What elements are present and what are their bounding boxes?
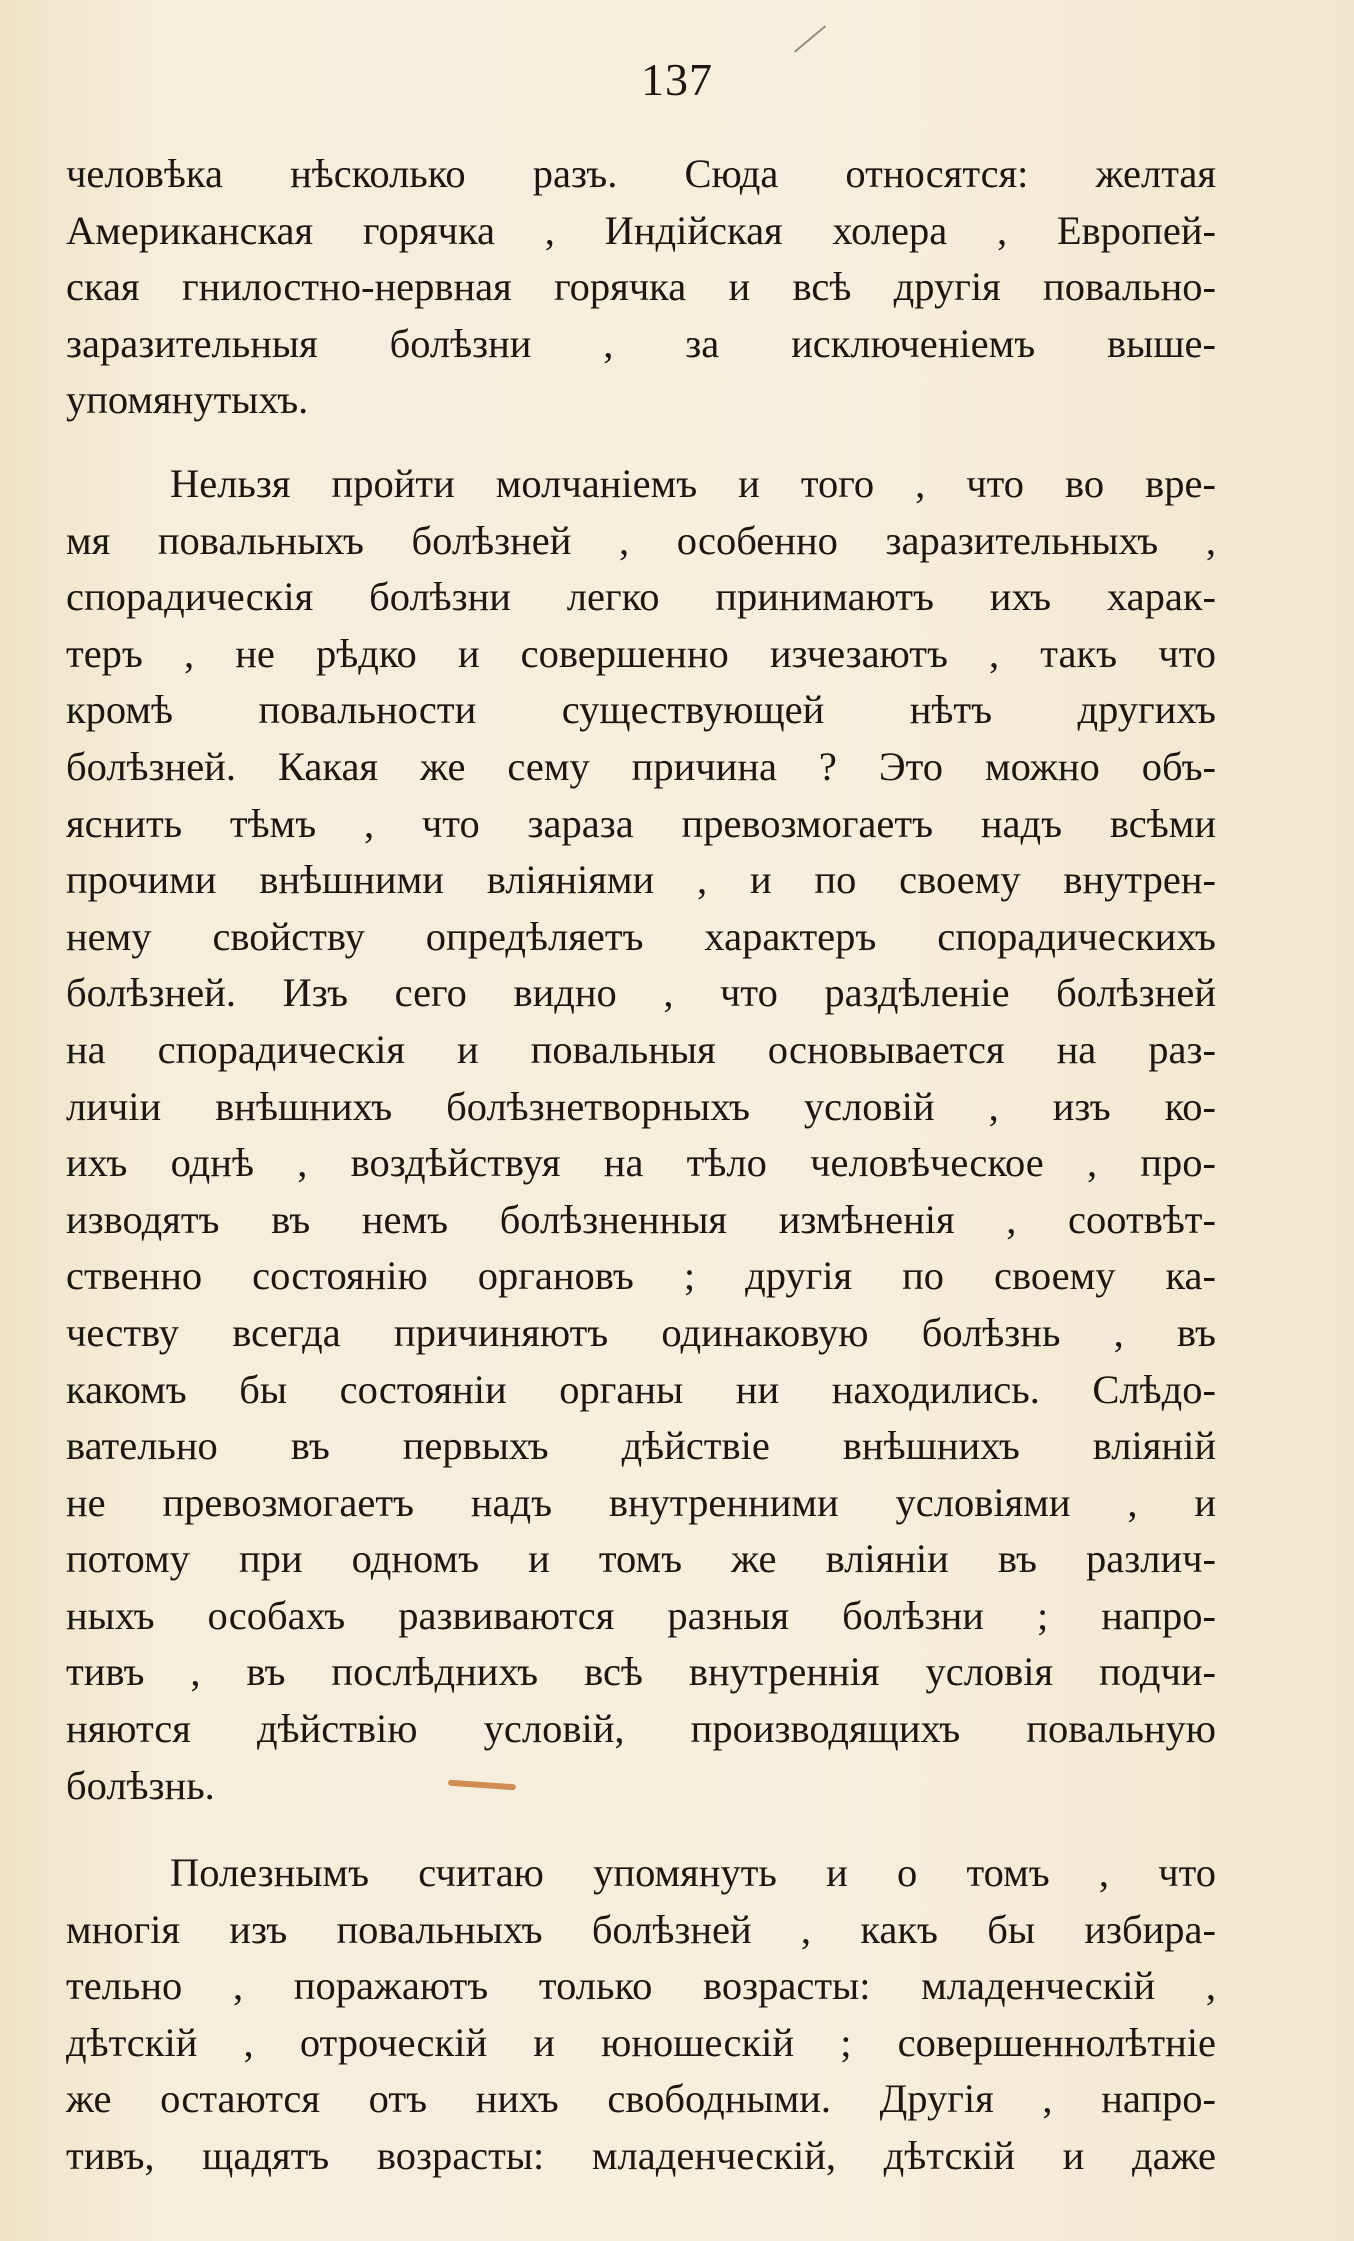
- text-line: тивъ , въ послѣднихъ всѣ внутреннія условія подчи-: [66, 1649, 1216, 1695]
- text-line: ская гнилостно-нервная горячка и всѣ другія повально-: [66, 264, 1216, 310]
- text-line: ихъ однѣ , воздѣйствуя на тѣло человѣческое , про-: [66, 1140, 1216, 1186]
- text-line: личіи внѣшнихъ болѣзнетворныхъ условій , изъ ко-: [66, 1083, 1216, 1129]
- page-number: 137: [641, 54, 713, 105]
- text-line: же остаются отъ нихъ свободными. Другія , напро-: [66, 2076, 1216, 2122]
- text-line: теръ , не рѣдко и совершенно изчезаютъ , такъ что: [66, 630, 1216, 676]
- text-line: кромѣ повальности существующей нѣтъ другихъ: [66, 687, 1216, 733]
- text-line: прочими внѣшними вліяніями , и по своему внутрен-: [66, 857, 1216, 903]
- text-line: человѣка нѣсколько разъ. Сюда относятся: желтая: [66, 151, 1216, 196]
- text-line: болѣзней. Какая же сему причина ? Это можно объ-: [66, 743, 1216, 789]
- text-line: заразительныя болѣзни , за исключеніемъ выше-: [66, 320, 1216, 366]
- paragraph-2: [66, 456, 1216, 1814]
- text-line: потому при одномъ и томъ же вліяніи въ различ-: [66, 1536, 1216, 1582]
- text-line: изводятъ въ немъ болѣзненныя измѣненія , соотвѣт-: [66, 1196, 1216, 1242]
- text-line: няются дѣйствію условій, производящихъ повальную: [66, 1706, 1216, 1752]
- text-line: дѣтскій , отроческій и юношескій ; совершеннолѣтніе: [66, 2019, 1216, 2065]
- text-line: какомъ бы состояніи органы ни находились. Слѣдо-: [66, 1366, 1216, 1412]
- text-line: на спорадическія и повальныя основывается на раз-: [66, 1026, 1216, 1072]
- text-line: Нельзя пройти молчаніемъ и того , что во вре-: [170, 461, 1216, 506]
- text-line: Полезнымъ считаю упомянуть и о томъ , что: [170, 1850, 1216, 1895]
- text-line: спорадическія болѣзни легко принимаютъ ихъ харак-: [66, 574, 1216, 620]
- text-line: тивъ, щадятъ возрасты: младенческій, дѣтскій и даже: [66, 2132, 1216, 2178]
- text-line: Американская горячка , Индійская холера , Европей-: [66, 207, 1216, 253]
- text-line: не превозмогаетъ надъ внутренними условіями , и: [66, 1479, 1216, 1525]
- paragraph-3: [66, 1845, 1216, 2185]
- text-line: болѣзней. Изъ сего видно , что раздѣленіе болѣзней: [66, 970, 1216, 1016]
- text-line: мя повальныхъ болѣзней , особенно заразительныхъ ,: [66, 517, 1216, 563]
- text-line: яснить тѣмъ , что зараза превозмогаетъ надъ всѣми: [66, 800, 1216, 846]
- paragraph-1: [66, 146, 1216, 429]
- text-line: честву всегда причиняютъ одинаковую болѣзнь , въ: [66, 1309, 1216, 1355]
- text-line: ственно состоянію органовъ ; другія по своему ка-: [66, 1253, 1216, 1299]
- text-line: вательно въ первыхъ дѣйствіе внѣшнихъ вліяній: [66, 1423, 1216, 1469]
- text-line: многія изъ повальныхъ болѣзней , какъ бы избира-: [66, 1906, 1216, 1952]
- text-line: нему свойству опредѣляетъ характеръ спорадическихъ: [66, 913, 1216, 959]
- text-line: ныхъ особахъ развиваются разныя болѣзни ; напро-: [66, 1592, 1216, 1638]
- pencil-stroke-mark: [794, 25, 826, 52]
- text-line: тельно , поражаютъ только возрасты: младенческій ,: [66, 1963, 1216, 2009]
- text-line: упомянутыхъ.: [66, 377, 309, 423]
- text-line: болѣзнь.: [66, 1762, 215, 1808]
